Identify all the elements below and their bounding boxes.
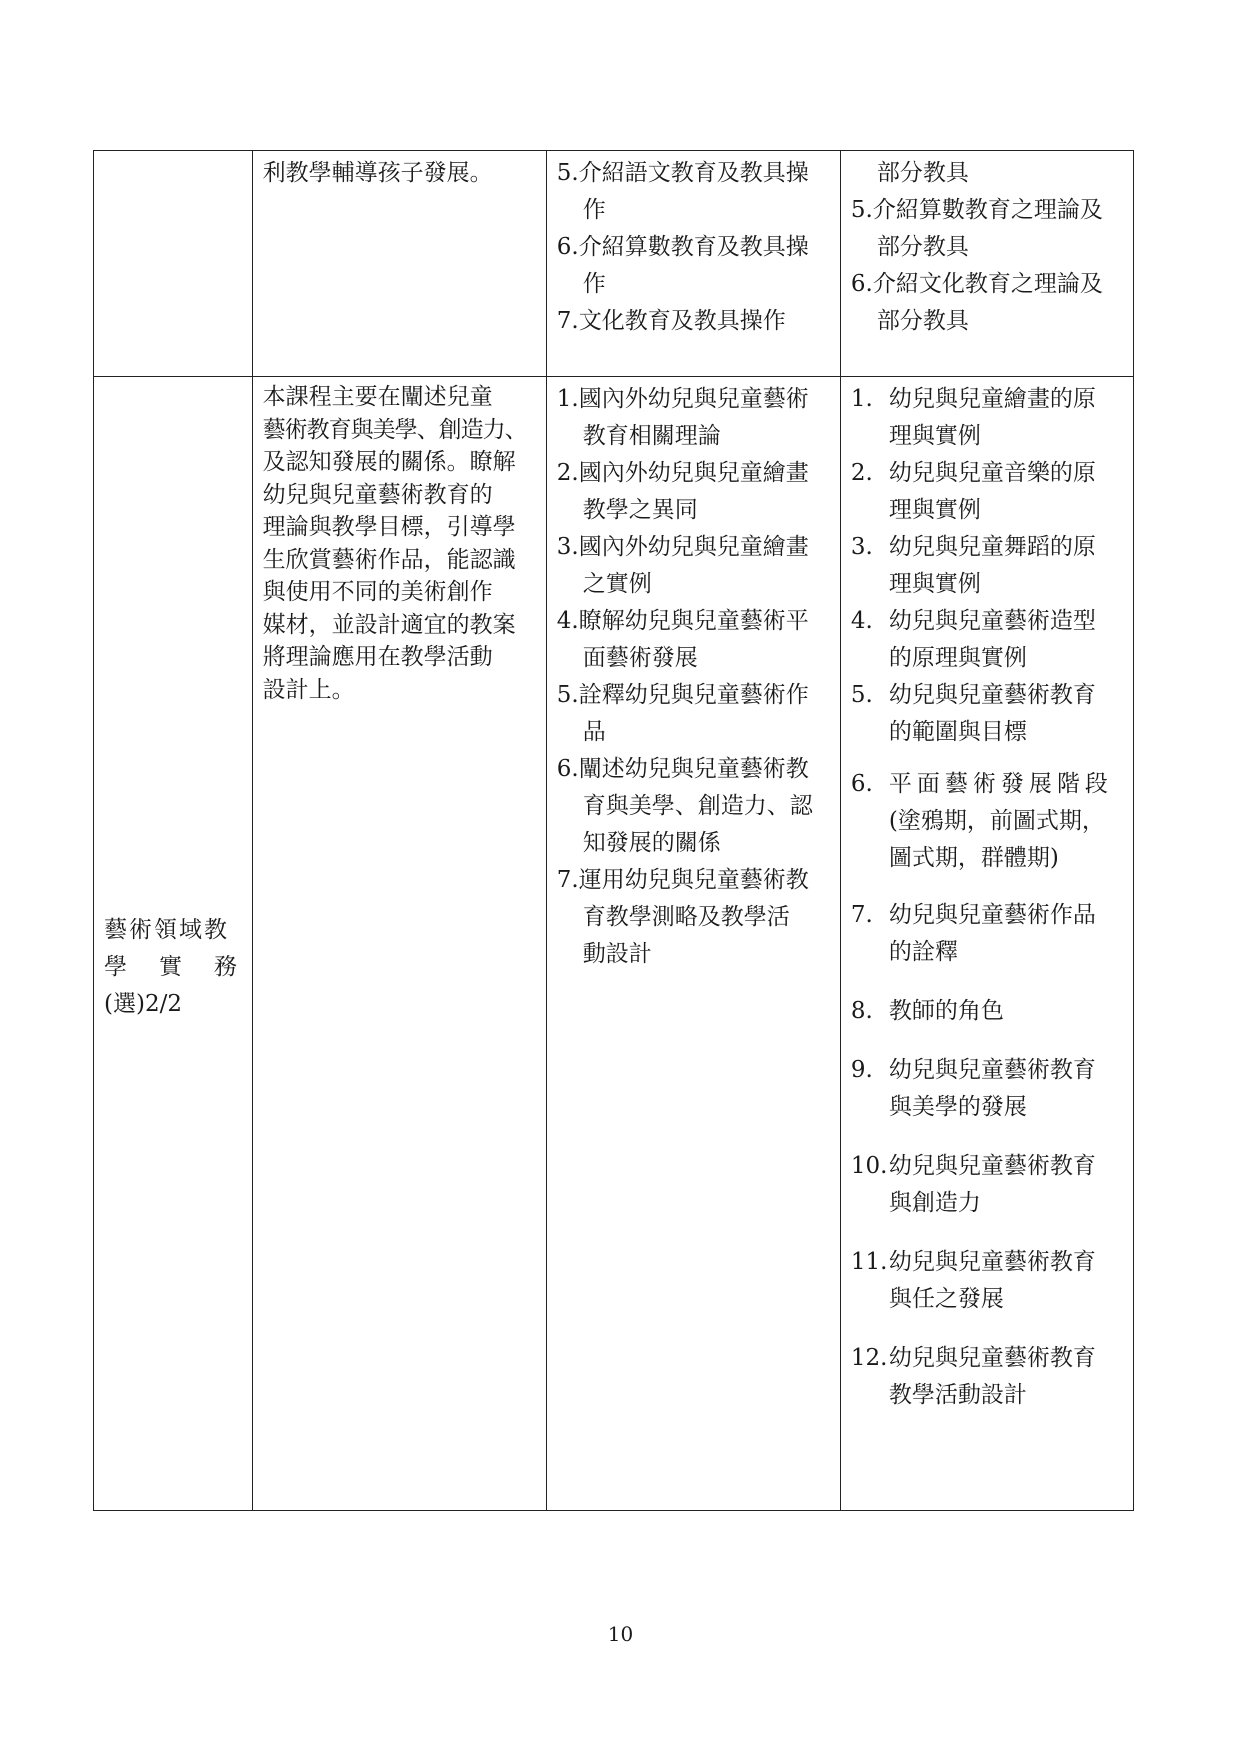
content-item: 2. 幼兒與兒童音樂的原 理與實例 [850, 460, 1096, 523]
description-line: 與使用不同的美術創作 [262, 579, 493, 605]
objective-item: 2.國內外幼兒與兒童繪畫 教學之異同 [556, 460, 809, 523]
objective-item: 6.介紹算數教育及教具操 作 [556, 234, 809, 297]
course-content-cell [840, 377, 1133, 1511]
course-description-cell [252, 151, 546, 377]
table-row [94, 377, 1134, 1511]
course-objectives-cell [546, 377, 840, 1511]
table-row [94, 151, 1134, 377]
objective-item: 5.詮釋幼兒與兒童藝術作 品 [556, 682, 809, 745]
description-line: 設計上。 [262, 676, 355, 703]
course-content-cell [840, 151, 1133, 377]
description-line: 藝術教育與美學、創造力、 [262, 416, 527, 443]
content-item: 5.介紹算數教育之理論及 部分教具 [850, 197, 1103, 260]
course-table [93, 150, 1134, 1511]
description-line: 利教學輔導孩子發展。 [262, 160, 493, 186]
content-item: 10. 幼兒與兒童藝術教育 與創造力 [850, 1153, 1096, 1216]
objective-item: 7.運用幼兒與兒童藝術教 育教學測略及教學活 動設計 [556, 867, 809, 967]
description-line: 生欣賞藝術作品，能認識 [262, 546, 516, 573]
description-line: 及認知發展的關係。瞭解 [262, 449, 516, 475]
content-item: 11. 幼兒與兒童藝術教育 與任之發展 [850, 1249, 1096, 1312]
content-item: 9. 幼兒與兒童藝術教育 與美學的發展 [850, 1057, 1096, 1120]
content-item: 5. 幼兒與兒童藝術教育 的範圍與目標 [850, 682, 1096, 745]
course-title-cell [94, 377, 253, 1511]
course-description-cell [252, 377, 546, 1511]
objective-item: 3.國內外幼兒與兒童繪畫 之實例 [556, 534, 809, 597]
description-line: 幼兒與兒童藝術教育的 [262, 481, 493, 508]
description-line: 理論與教學目標，引導學 [262, 514, 516, 540]
description-line: 將理論應用在教學活動 [262, 644, 493, 670]
content-item: 7. 幼兒與兒童藝術作品 的詮釋 [850, 902, 1096, 965]
page-number: 10 [607, 1622, 634, 1646]
course-title-line: 學 實 務 [104, 954, 239, 980]
content-item: 6.介紹文化教育之理論及 部分教具 [850, 271, 1103, 334]
content-item: 部分教具 [876, 160, 969, 186]
objective-item: 7.文化教育及教具操作 [556, 308, 786, 334]
objective-item: 6.闡述幼兒與兒童藝術教 育與美學、創造力、認 知發展的關係 [556, 756, 813, 856]
objective-item: 1.國內外幼兒與兒童藝術 教育相關理論 [556, 386, 809, 449]
content-item: 8. 教師的角色 [850, 998, 1004, 1024]
content-item: 6. 平面藝術發展階段 (塗鴉期，前圖式期， 圖式期，群體期) [850, 771, 1113, 871]
content-item: 3. 幼兒與兒童舞蹈的原 理與實例 [850, 534, 1096, 597]
course-title-line: 藝術領域教 [104, 917, 229, 943]
course-objectives-cell [546, 151, 840, 377]
course-title-line: (選)2/2 [104, 991, 182, 1017]
content-item: 4. 幼兒與兒童藝術造型 的原理與實例 [850, 608, 1096, 671]
content-item: 12. 幼兒與兒童藝術教育 教學活動設計 [850, 1345, 1096, 1408]
objective-item: 4.瞭解幼兒與兒童藝術平 面藝術發展 [556, 608, 809, 671]
description-line: 本課程主要在闡述兒童 [262, 384, 493, 410]
content-item: 1. 幼兒與兒童繪畫的原 理與實例 [850, 386, 1096, 449]
description-line: 媒材，並設計適宜的教案 [262, 611, 516, 638]
objective-item: 5.介紹語文教育及教具操 作 [556, 160, 809, 223]
course-title-cell [94, 151, 253, 377]
